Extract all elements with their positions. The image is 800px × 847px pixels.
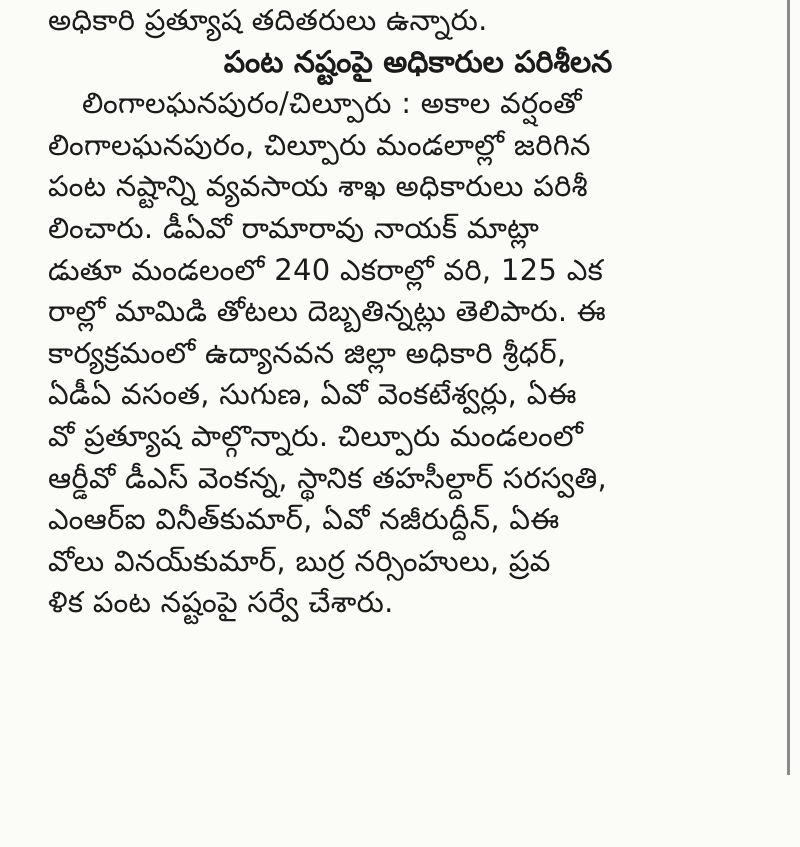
article-column	[48, 0, 748, 624]
body-line: లింగాలఘనపురం, చిల్పూరు మండలాల్లో జరిగిన	[48, 127, 591, 162]
body-line: వో ప్రత్యూష పాల్గొన్నారు. చిల్పూరు మండలంలో	[48, 418, 584, 453]
body-line: ఏడీఏ వసంత, సుగుణ, ఏవో వెంకటేశ్వర్లు, ఏఈ	[48, 377, 577, 412]
article-headline: పంట నష్టంపై అధికారుల పరిశీలన	[223, 44, 613, 80]
body-line: ఆర్డీవో డీఎస్ వెంకన్న, స్థానిక తహసీల్దార్ సరస్వతి,	[48, 460, 608, 495]
body-line: ళిక పంట నష్టంపై సర్వే చేశారు.	[48, 585, 394, 620]
body-line: వోలు వినయ్‌కుమార్, బుర్ర నర్సింహులు, ప్రవ	[48, 543, 551, 578]
body-line: ఎంఆర్ఐ వినీత్‌కుమార్, ఏవో నజీరుద్దీన్, ఏఈ	[48, 502, 560, 537]
body-line: డుతూ మండలంలో 240 ఎకరాల్లో వరి, 125 ఎక	[48, 252, 604, 287]
body-line: రాల్లో మామిడి తోటలు దెబ్బతిన్నట్లు తెలిపారు. ఈ	[48, 294, 606, 329]
column-divider	[787, 0, 790, 775]
body-line: పంట నష్టాన్ని వ్యవసాయ శాఖ అధికారులు పరిశీ	[48, 169, 588, 204]
lead-line: అధికారి ప్రత్యూష తదితరులు ఉన్నారు.	[48, 3, 488, 37]
body-line: లింగాలఘనపురం/చిల్పూరు : అకాల వర్షంతో	[82, 86, 582, 121]
body-line: కార్యక్రమంలో ఉద్యానవన జిల్లా అధికారి శ్రీధర్,	[48, 335, 567, 370]
body-line: లించారు. డీఏవో రామారావు నాయక్ మాట్లా	[48, 210, 540, 245]
